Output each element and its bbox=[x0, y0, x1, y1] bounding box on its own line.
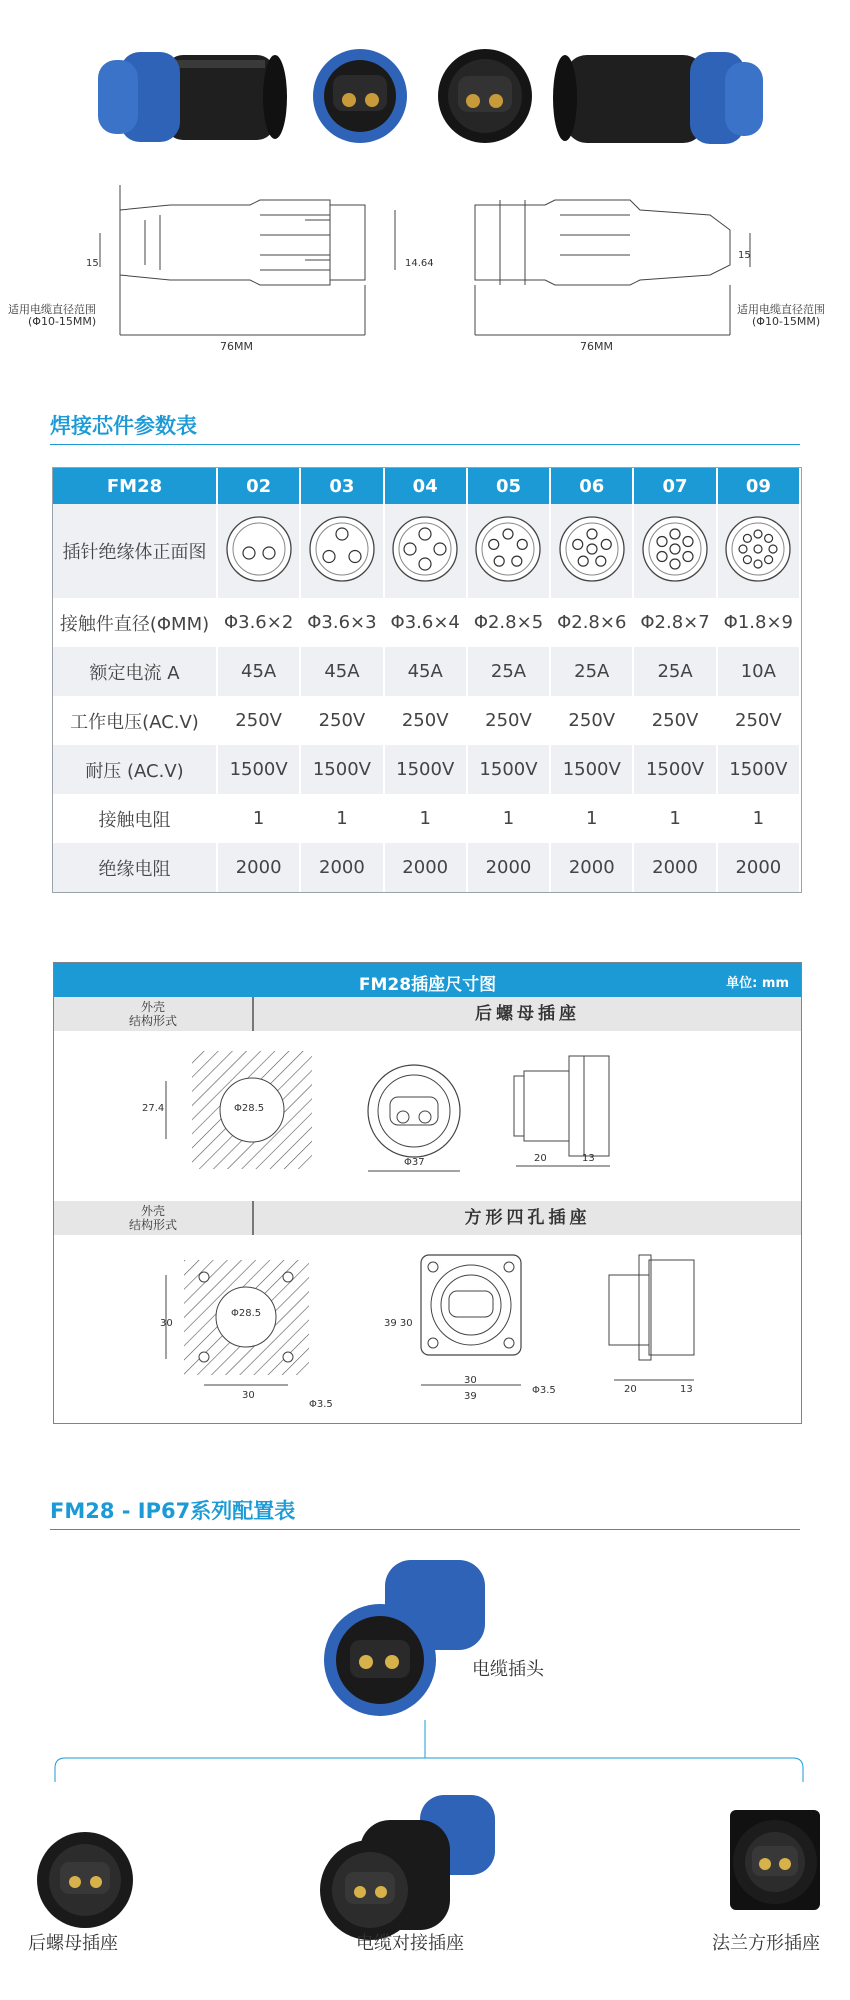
spec-cell: 250V bbox=[550, 696, 633, 745]
spec-row-label: 额定电流 A bbox=[53, 647, 217, 696]
spec-cell: 1500V bbox=[633, 745, 716, 794]
spec-cell: 2000 bbox=[550, 843, 633, 892]
rear-nut-title: 后螺母插座 bbox=[475, 1004, 580, 1024]
connector-photo-front-blue bbox=[313, 49, 407, 143]
pin-face-icon bbox=[722, 513, 794, 585]
spec-cell: 1500V bbox=[467, 745, 550, 794]
spec-cell: 10A bbox=[717, 647, 800, 696]
spec-cell: 1500V bbox=[717, 745, 800, 794]
shell-label bbox=[54, 997, 254, 1031]
pin-contact bbox=[596, 556, 606, 566]
pin-face-diagram bbox=[633, 504, 716, 598]
spec-section-title: 焊接芯件参数表 bbox=[50, 414, 197, 438]
pin-contact bbox=[495, 556, 505, 566]
spec-header-cell: 02 bbox=[217, 468, 300, 504]
cable-range-right-sub: (Φ10-15MM) bbox=[752, 315, 821, 328]
spec-row bbox=[53, 794, 800, 843]
pin-contact bbox=[419, 528, 431, 540]
pin-contact bbox=[670, 544, 680, 554]
dimension-unit: 单位: mm bbox=[726, 976, 789, 991]
spec-cell: 250V bbox=[717, 696, 800, 745]
dim-13-b: 13 bbox=[680, 1384, 693, 1395]
pin-face-icon bbox=[389, 513, 461, 585]
spec-cell: 25A bbox=[550, 647, 633, 696]
side-drawings bbox=[0, 185, 850, 360]
spec-cell: Φ3.6×2 bbox=[217, 598, 300, 647]
spec-cell: 1500V bbox=[384, 745, 467, 794]
item3-label: 法兰方形插座 bbox=[712, 1933, 820, 1954]
pin-contact bbox=[601, 539, 611, 549]
pin-contact bbox=[754, 530, 762, 538]
spec-cell: 2000 bbox=[384, 843, 467, 892]
spec-cell: 1500V bbox=[300, 745, 383, 794]
spec-row-label: 绝缘电阻 bbox=[53, 843, 217, 892]
pin-face-icon bbox=[556, 513, 628, 585]
item2-label: 电缆对接插座 bbox=[356, 1933, 464, 1954]
pin-contact bbox=[739, 545, 747, 553]
pin-contact bbox=[657, 551, 667, 561]
pin-contact bbox=[765, 534, 773, 542]
pin-contact bbox=[769, 545, 777, 553]
dimension-header bbox=[54, 963, 801, 997]
pin-contact bbox=[670, 529, 680, 539]
pin-face-diagram bbox=[217, 504, 300, 598]
connector-photo-front-black bbox=[438, 49, 532, 143]
pin-contact bbox=[765, 555, 773, 563]
spec-row bbox=[53, 504, 800, 598]
dim-76-left: 76MM bbox=[220, 340, 253, 353]
spec-cell: 2000 bbox=[217, 843, 300, 892]
spec-header-cell: 07 bbox=[633, 468, 716, 504]
spec-cell: 250V bbox=[300, 696, 383, 745]
dim-13-a: 13 bbox=[582, 1153, 595, 1164]
pin-contact bbox=[670, 559, 680, 569]
dim-35-a: Φ3.5 bbox=[309, 1399, 333, 1410]
spec-row-label: 工作电压(AC.V) bbox=[53, 696, 217, 745]
spec-header-cell: 04 bbox=[384, 468, 467, 504]
spec-cell: 2000 bbox=[717, 843, 800, 892]
pin-contact bbox=[404, 543, 416, 555]
spec-cell: 1 bbox=[217, 794, 300, 843]
pin-contact bbox=[419, 558, 431, 570]
spec-cell: 1 bbox=[300, 794, 383, 843]
spec-cell: Φ3.6×3 bbox=[300, 598, 383, 647]
pin-contact bbox=[263, 547, 275, 559]
pin-contact bbox=[572, 539, 582, 549]
pin-contact bbox=[512, 556, 522, 566]
spec-header-row bbox=[53, 468, 800, 504]
rear-nut-drawings bbox=[54, 1031, 801, 1191]
pin-face-diagram bbox=[550, 504, 633, 598]
pin-face-diagram bbox=[467, 504, 550, 598]
flange-square-socket-photo bbox=[730, 1810, 820, 1910]
dimension-panel bbox=[53, 962, 802, 1424]
product-photos bbox=[0, 0, 850, 180]
spec-cell: Φ2.8×5 bbox=[467, 598, 550, 647]
spec-cell: 25A bbox=[633, 647, 716, 696]
dim-274: 27.4 bbox=[142, 1103, 165, 1114]
dim-39-30: 39 30 bbox=[384, 1318, 413, 1329]
connector-photo-right bbox=[553, 52, 763, 144]
shell-label-line-2: 结构形式 bbox=[128, 1014, 177, 1028]
pin-contact bbox=[683, 536, 693, 546]
config-section-title: FM28 - IP67系列配置表 bbox=[50, 1499, 296, 1523]
dim-35-b: Φ3.5 bbox=[532, 1385, 556, 1396]
spec-table bbox=[53, 468, 801, 892]
dimension-title: FM28插座尺寸图 bbox=[358, 975, 497, 995]
dim-15-right: 15 bbox=[738, 250, 751, 261]
spec-cell: 45A bbox=[217, 647, 300, 696]
pin-contact bbox=[744, 534, 752, 542]
spec-header-cell: 05 bbox=[467, 468, 550, 504]
pin-contact bbox=[754, 545, 762, 553]
pin-contact bbox=[657, 536, 667, 546]
spec-row-label: 耐压 (AC.V) bbox=[53, 745, 217, 794]
spec-cell: 1 bbox=[633, 794, 716, 843]
pin-face-icon bbox=[223, 513, 295, 585]
shell-label-line-1: 外壳 bbox=[140, 1204, 165, 1218]
pin-contact bbox=[578, 556, 588, 566]
spec-cell: 45A bbox=[300, 647, 383, 696]
cable-range-right: 适用电缆直径范围 bbox=[737, 303, 825, 316]
pin-face-diagram bbox=[717, 504, 800, 598]
shell-label-line-2: 结构形式 bbox=[128, 1218, 177, 1232]
spec-cell: 45A bbox=[384, 647, 467, 696]
pin-contact bbox=[503, 529, 513, 539]
spec-cell: Φ3.6×4 bbox=[384, 598, 467, 647]
pin-contact bbox=[587, 529, 597, 539]
spec-cell: Φ1.8×9 bbox=[717, 598, 800, 647]
pin-contact bbox=[349, 550, 361, 562]
spec-cell: 1500V bbox=[217, 745, 300, 794]
spec-cell: 250V bbox=[467, 696, 550, 745]
pin-contact bbox=[518, 539, 528, 549]
pin-contact bbox=[323, 550, 335, 562]
pin-contact bbox=[434, 543, 446, 555]
dim-285-b: Φ28.5 bbox=[231, 1308, 262, 1319]
pin-contact bbox=[744, 555, 752, 563]
rear-nut-socket-photo bbox=[37, 1832, 133, 1928]
spec-header-cell: 06 bbox=[550, 468, 633, 504]
spec-header-cell: FM28 bbox=[53, 468, 217, 504]
pin-face-diagram bbox=[384, 504, 467, 598]
cable-coupler-photo bbox=[320, 1795, 495, 1940]
config-title-rule bbox=[50, 1529, 800, 1530]
config-diagram bbox=[0, 1550, 850, 1990]
spec-row bbox=[53, 745, 800, 794]
pin-face-icon bbox=[306, 513, 378, 585]
spec-cell: 1 bbox=[384, 794, 467, 843]
spec-row-label: 接触电阻 bbox=[53, 794, 217, 843]
spec-row-label: 接触件直径(ΦMM) bbox=[53, 598, 217, 647]
pin-contact bbox=[489, 539, 499, 549]
spec-header-cell: 03 bbox=[300, 468, 383, 504]
rear-nut-subheader bbox=[54, 997, 801, 1031]
pin-face-diagram bbox=[300, 504, 383, 598]
cable-plug-photo bbox=[324, 1560, 485, 1716]
pin-contact bbox=[754, 560, 762, 568]
item1-label: 后螺母插座 bbox=[28, 1933, 118, 1954]
plug-label: 电缆插头 bbox=[472, 1659, 544, 1680]
spec-cell: 2000 bbox=[300, 843, 383, 892]
spec-row bbox=[53, 843, 800, 892]
dim-30-a: 30 bbox=[160, 1318, 173, 1329]
cable-range-left: 适用电缆直径范围 bbox=[8, 303, 96, 316]
shell-label-line-1: 外壳 bbox=[140, 1000, 165, 1014]
shell-label bbox=[54, 1201, 254, 1235]
pin-contact bbox=[683, 551, 693, 561]
cable-range-left-sub: (Φ10-15MM) bbox=[28, 315, 97, 328]
spec-cell: Φ2.8×7 bbox=[633, 598, 716, 647]
spec-cell: 250V bbox=[217, 696, 300, 745]
pin-face-icon bbox=[639, 513, 711, 585]
spec-row bbox=[53, 598, 800, 647]
spec-row-label: 插针绝缘体正面图 bbox=[53, 504, 217, 598]
dim-20-b: 20 bbox=[624, 1384, 637, 1395]
spec-cell: 250V bbox=[384, 696, 467, 745]
spec-cell: 1 bbox=[717, 794, 800, 843]
square-subheader bbox=[54, 1201, 801, 1235]
spec-cell: 1500V bbox=[550, 745, 633, 794]
spec-cell: 25A bbox=[467, 647, 550, 696]
dim-15-left: 15 bbox=[86, 258, 99, 269]
dim-30-b: 30 bbox=[242, 1390, 255, 1401]
connector-photo-left bbox=[98, 52, 287, 142]
dim-37: Φ37 bbox=[404, 1157, 425, 1168]
spec-header-cell: 09 bbox=[717, 468, 800, 504]
dim-30-c: 30 bbox=[464, 1375, 477, 1386]
spec-cell: 1 bbox=[467, 794, 550, 843]
pin-contact bbox=[587, 544, 597, 554]
dim-1464: 14.64 bbox=[405, 258, 434, 269]
spec-cell: 2000 bbox=[633, 843, 716, 892]
spec-title-rule bbox=[50, 444, 800, 445]
pin-contact bbox=[243, 547, 255, 559]
square-title: 方形四孔插座 bbox=[464, 1208, 591, 1228]
dim-285-a: Φ28.5 bbox=[234, 1103, 265, 1114]
spec-cell: 2000 bbox=[467, 843, 550, 892]
pin-face-icon bbox=[472, 513, 544, 585]
spec-cell: Φ2.8×6 bbox=[550, 598, 633, 647]
dim-20-a: 20 bbox=[534, 1153, 547, 1164]
spec-cell: 250V bbox=[633, 696, 716, 745]
dim-39: 39 bbox=[464, 1391, 477, 1402]
dim-76-right: 76MM bbox=[580, 340, 613, 353]
pin-contact bbox=[336, 528, 348, 540]
spec-row bbox=[53, 696, 800, 745]
spec-row bbox=[53, 647, 800, 696]
spec-cell: 1 bbox=[550, 794, 633, 843]
